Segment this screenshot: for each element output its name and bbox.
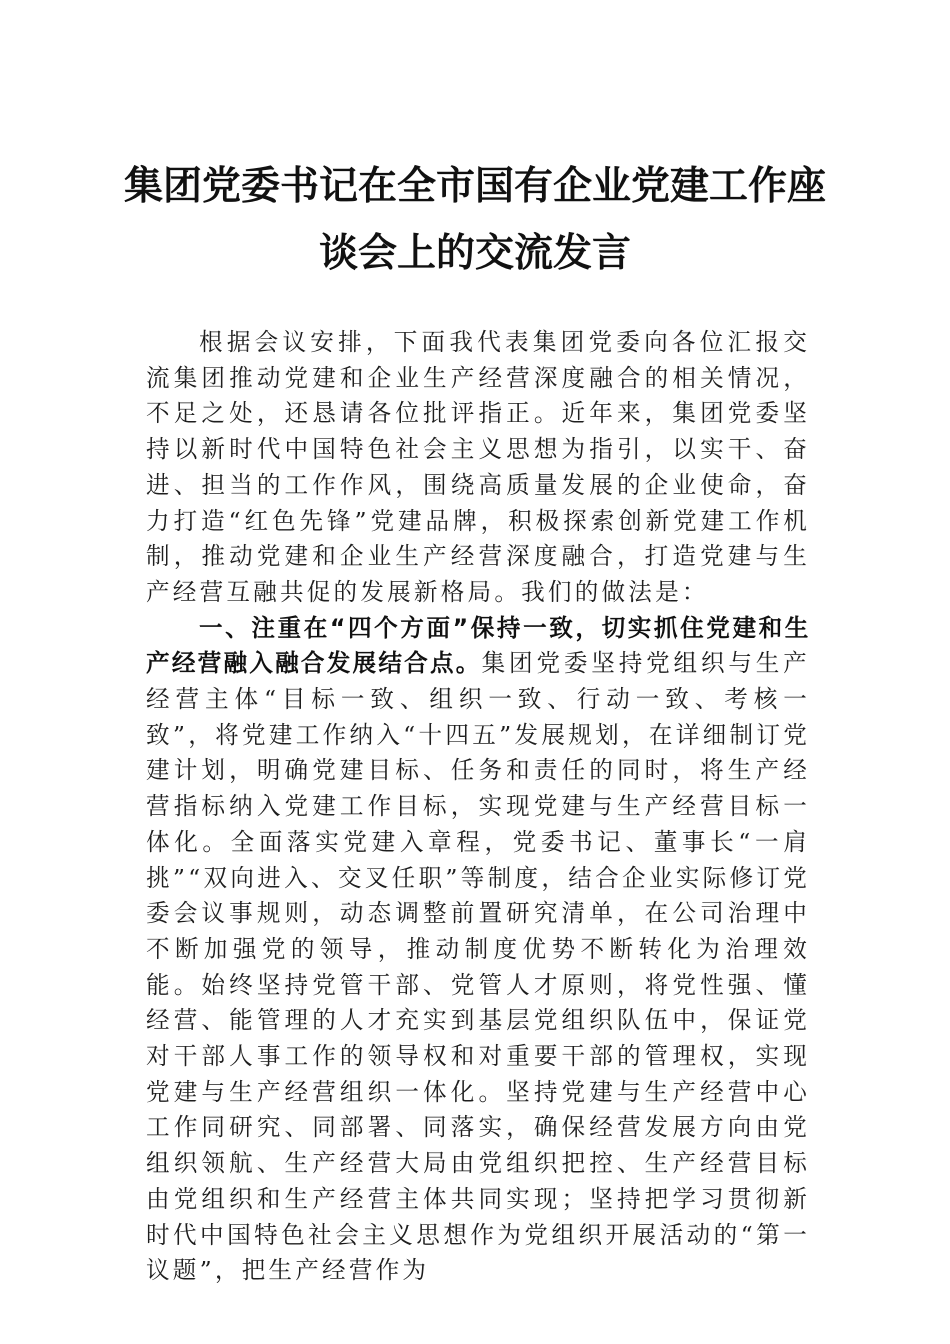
document-title-line-2: 谈会上的交流发言 <box>318 230 631 276</box>
document-title-line-1: 集团党委书记在全市国有企业党建工作座 <box>123 163 826 209</box>
section-1-heading: 一、注重在“四个方面”保持一致，切实抓住党建和生产经营融入融合发展结合点。 <box>146 613 810 678</box>
section-1-body: 集团党委坚持党组织与生产经营主体“目标一致、组织一致、行动一致、考核一致”，将党建工作纳入“十四五”发展规划，在详细制订党建计划，明确党建目标、任务和责任的同时，将生产经营指标纳入党建工作目标，实现党建与生产经营目标一体化。全面落实党建入章程，党委书记、董事长“一肩挑”“双向进入、交叉任职”等制度，结合企业实际修订党委会议事规则，动态调整前置研究清单，在公司治理中不断加强党的领导，推动制度优势不断转化为治理效能。始终坚持党管干部、党管人才原则，将党性强、懂经营、能管理的人才充实到基层党组织队伍中，保证党对干部人事工作的领导权和对重要干部的管理权，实现党建与生产经营组织一体化。坚持党建与生产经营中心工作同研究、同部署、同落实，确保经营发展方向由党组织领航、生产经营大局由党组织把控、生产经营目标由党组织和生产经营主体共同实现；坚持把学习贯彻新时代中国特色社会主义思想作为党组织开展活动的“第一议题”，把生产经营作为 <box>146 649 810 1285</box>
document-body <box>146 325 810 1289</box>
paragraph-section-1 <box>146 611 810 1289</box>
paragraph-intro: 根据会议安排，下面我代表集团党委向各位汇报交流集团推动党建和企业生产经营深度融合的相关情况，不足之处，还恳请各位批评指正。近年来，集团党委坚持以新时代中国特色社会主义思想为指引，以实干、奋进、担当的工作作风，围绕高质量发展的企业使命，奋力打造“红色先锋”党建品牌，积极探索创新党建工作机制，推动党建和企业生产经营深度融合，打造党建与生产经营互融共促的发展新格局。我们的做法是： <box>146 328 810 606</box>
